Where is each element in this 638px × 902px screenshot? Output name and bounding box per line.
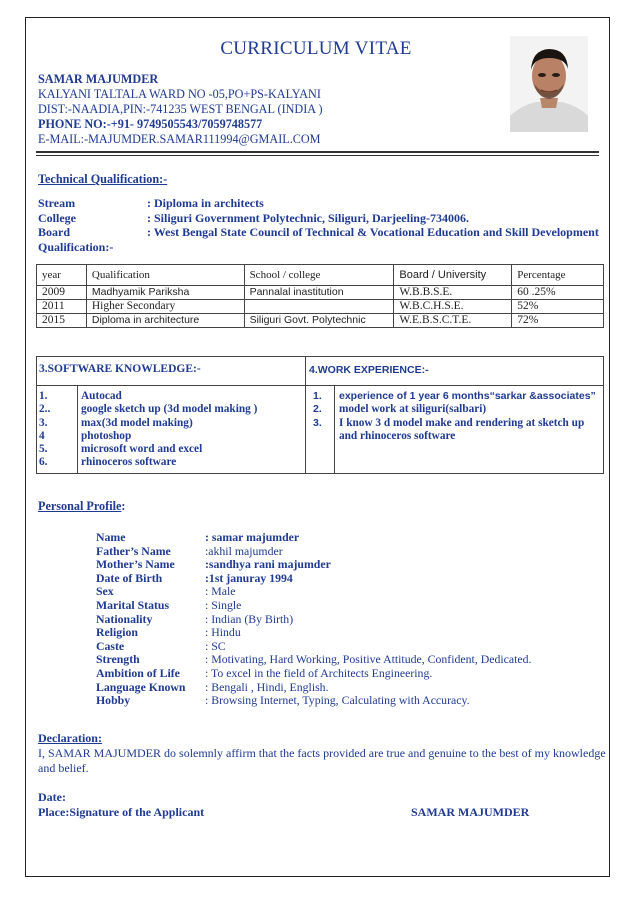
personal-profile	[96, 531, 531, 708]
profile-value: : samar majumder	[205, 530, 300, 544]
profile-value: : Indian (By Birth)	[205, 611, 294, 626]
header-year: year	[37, 265, 87, 286]
profile-value: : Browsing Internet, Typing, Calculating with Accuracy.	[205, 693, 470, 708]
profile-label: Strength	[96, 652, 140, 667]
skills-experience-box	[36, 356, 604, 474]
profile-value: : SC	[205, 638, 226, 653]
address-line-1: KALYANI TALTALA WARD NO -05,PO+PS-KALYANI	[38, 87, 321, 101]
technical-label: College	[38, 210, 76, 225]
profile-label: Father’s Name	[96, 543, 171, 558]
address-line-2: DIST:-NAADIA,PIN:-741235 WEST BENGAL (INDIA )	[38, 102, 323, 116]
skills-experience-divider	[305, 357, 306, 473]
profile-row	[96, 558, 531, 572]
technical-row	[38, 240, 599, 255]
profile-label: Nationality	[96, 611, 153, 626]
technical-value: : Siliguri Government Polytechnic, Siliguri, Darjeeling-734006.	[147, 210, 469, 225]
cell-qualification: Higher Secondary	[86, 300, 244, 314]
cell-board: W.B.C.H.S.E.	[394, 300, 512, 314]
profile-row	[96, 585, 531, 599]
profile-value: : Motivating, Hard Working, Positive Attitude, Confident, Dedicated.	[205, 652, 532, 667]
table-header-row	[37, 265, 604, 286]
profile-row	[96, 653, 531, 667]
cell-year: 2011	[37, 300, 87, 314]
profile-row	[96, 667, 531, 681]
header-qualification: Qualification	[86, 265, 244, 286]
profile-row	[96, 531, 531, 545]
profile-value: :1st januray 1994	[205, 570, 293, 585]
profile-value: :akhil majumder	[205, 543, 283, 558]
table-row	[37, 300, 604, 314]
declaration-text: I, SAMAR MAJUMDER do solemnly affirm that the facts provided are true and genuine to the best of my knowledge and belief.	[38, 746, 606, 775]
skills-number-divider	[77, 385, 78, 473]
cv-page	[25, 17, 610, 877]
applicant-name: SAMAR MAJUMDER	[38, 72, 159, 86]
cell-percentage: 60 .25%	[512, 286, 604, 300]
technical-label: Board	[38, 225, 71, 239]
software-heading: 3.SOFTWARE KNOWLEDGE:-	[39, 363, 201, 375]
cv-title: CURRICULUM VITAE	[220, 38, 412, 59]
cell-year: 2015	[37, 314, 87, 328]
technical-row	[38, 196, 599, 211]
profile-label: Marital Status	[96, 597, 170, 612]
contact-block	[38, 72, 323, 147]
list-item: max(3d model making)	[81, 416, 193, 429]
profile-value: :sandhya rani majumder	[205, 557, 331, 572]
profile-row	[96, 613, 531, 627]
profile-row	[96, 694, 531, 708]
technical-label: Qualification:-	[38, 239, 114, 254]
header-divider-thin	[36, 155, 599, 156]
personal-heading-colon: :	[121, 499, 126, 513]
cell-school	[244, 300, 394, 314]
profile-value: : Single	[205, 597, 242, 612]
profile-label: Date of Birth	[96, 570, 163, 585]
list-number: 2..	[39, 403, 51, 416]
profile-label: Caste	[96, 638, 125, 653]
profile-label: Sex	[96, 584, 114, 599]
cell-board: W.B.B.S.E.	[394, 286, 512, 300]
header-percentage: Percentage	[512, 265, 604, 286]
software-list	[81, 390, 257, 470]
profile-row	[96, 626, 531, 640]
experience-number-divider	[334, 385, 335, 473]
cell-percentage: 72%	[512, 314, 604, 328]
technical-details	[38, 196, 599, 254]
declaration-block	[38, 731, 608, 776]
list-item: google sketch up (3d model making )	[81, 403, 258, 416]
declaration-heading: Declaration:	[38, 731, 102, 745]
list-number: 1.	[39, 390, 48, 402]
profile-row	[96, 640, 531, 654]
place-label: Place:Signature of the Applicant	[38, 805, 205, 819]
table-row	[37, 314, 604, 328]
list-number: 6.	[39, 456, 48, 469]
experience-heading: 4.WORK EXPERIENCE:-	[309, 364, 429, 376]
technical-label: Stream	[38, 196, 76, 210]
header-divider	[36, 151, 599, 153]
list-number: 3.	[313, 416, 322, 429]
profile-label: Ambition of Life	[96, 665, 180, 680]
list-number: 1.	[313, 390, 322, 402]
qualification-table	[36, 264, 604, 328]
list-number: 3.	[39, 416, 48, 429]
cell-year: 2009	[37, 286, 87, 300]
personal-heading: Personal Profile	[38, 499, 122, 513]
profile-label: Name	[96, 530, 126, 544]
list-item: Autocad	[81, 390, 122, 402]
technical-row	[38, 225, 599, 240]
profile-row	[96, 681, 531, 695]
cell-school: Pannalal inastitution	[244, 286, 394, 300]
cell-percentage: 52%	[512, 300, 604, 314]
experience-numbers	[313, 390, 322, 430]
profile-value: : Bengali , Hindi, English.	[205, 679, 329, 694]
profile-label: Religion	[96, 625, 138, 640]
date-label: Date:	[38, 790, 66, 804]
email-line: E-MAIL:-MAJUMDER.SAMAR111994@GMAIL.COM	[38, 132, 321, 146]
technical-value: : West Bengal State Council of Technical & Vocational Education and Skill Development	[147, 225, 599, 239]
personal-heading-wrap	[38, 499, 125, 514]
cell-qualification: Madhyamik Pariksha	[86, 286, 244, 300]
cell-school: Siliguri Govt. Polytechnic	[244, 314, 394, 328]
cell-board: W.E.B.S.C.T.E.	[394, 314, 512, 328]
list-number: 4	[39, 429, 45, 442]
phone-line: PHONE NO:-+91- 9749505543/7059748577	[38, 117, 263, 131]
list-item: experience of 1 year 6 months“sarkar &associates”	[339, 390, 596, 402]
header-school: School / college	[244, 265, 394, 286]
technical-value: : Diploma in architects	[147, 196, 264, 210]
profile-value: : Male	[205, 584, 236, 599]
cell-qualification: Diploma in architecture	[86, 314, 244, 328]
profile-value: : Hindu	[205, 625, 241, 640]
list-item: model work at siliguri(salbari)	[339, 403, 487, 416]
profile-label: Mother’s Name	[96, 557, 175, 572]
profile-row	[96, 599, 531, 613]
signature-block	[38, 790, 204, 820]
table-row	[37, 286, 604, 300]
list-number: 2.	[313, 403, 322, 416]
list-item: microsoft word and excel	[81, 443, 203, 456]
list-number: 5.	[39, 443, 48, 456]
header-board: Board / University	[394, 265, 512, 286]
signature-name: SAMAR MAJUMDER	[411, 805, 530, 819]
software-numbers	[39, 390, 50, 470]
list-item: photoshop	[81, 429, 132, 442]
profile-row	[96, 572, 531, 586]
list-item: rhinoceros software	[81, 456, 177, 469]
profile-label: Hobby	[96, 693, 131, 708]
list-item: I know 3 d model make and rendering at sketch up and rhinoceros software	[339, 416, 585, 442]
technical-heading: Technical Qualification:-	[38, 172, 168, 186]
technical-row	[38, 211, 599, 226]
profile-photo	[510, 36, 588, 132]
profile-row	[96, 545, 531, 559]
experience-list	[339, 390, 601, 443]
profile-value: : To excel in the field of Architects Engineering.	[205, 665, 433, 680]
profile-label: Language Known	[96, 679, 186, 694]
